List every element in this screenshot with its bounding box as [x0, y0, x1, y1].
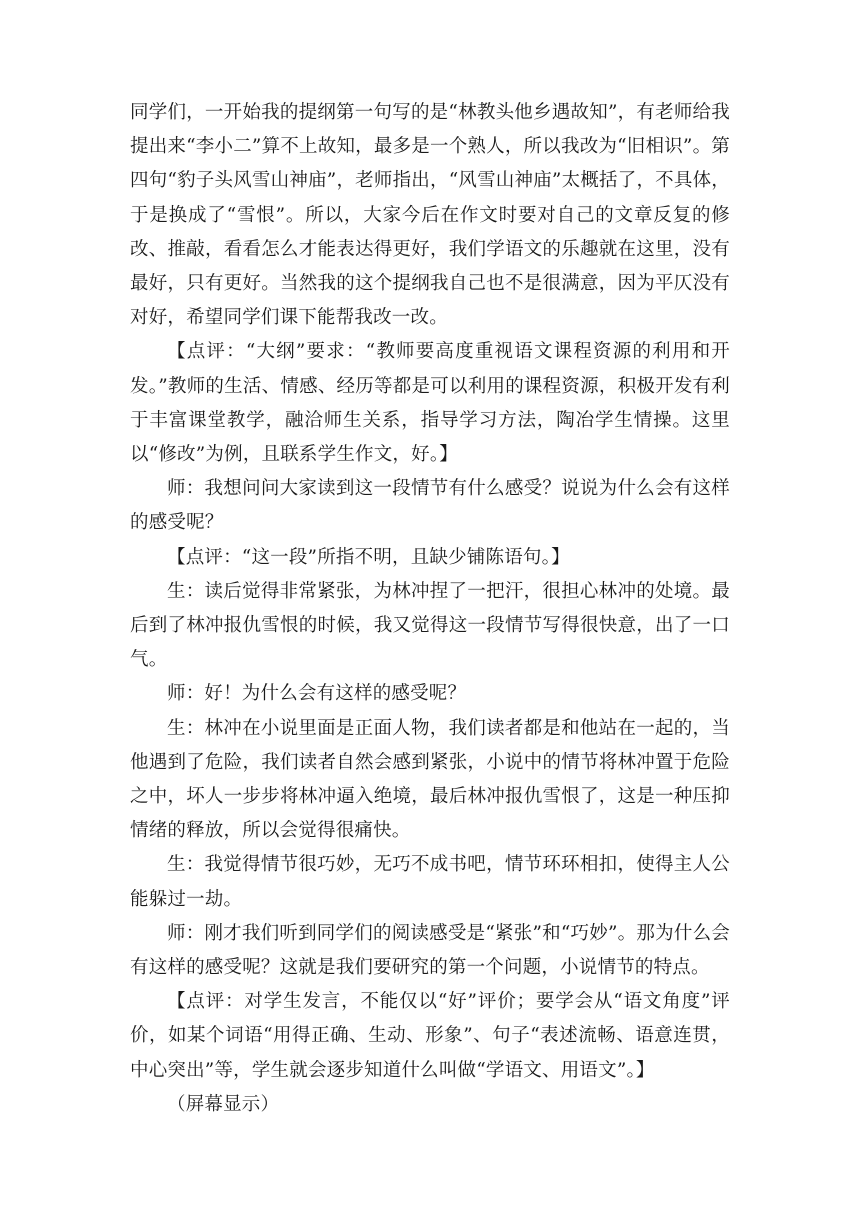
paragraph-teacher-question: 师：我想问问大家读到这一段情节有什么感受？说说为什么会有这样的感受呢？: [130, 478, 730, 534]
paragraph-teacher-outline: 同学们，一开始我的提纲第一句写的是“林教头他乡遇故知”，有老师给我提出来“李小二”算不上故知，最多是一个熟人，所以我改为“旧相识”。第四句“豹子头风雪山神庙”，老师指出，“风雪山神庙”太概括了，不具体，于是换成了“雪恨”。所以，大家今后在作文时要对自己的文章反复的修改、推敲，看看怎么才能表达得更好，我们学语文的乐趣就在这里，没有最好，只有更好。当然我的这个提纲我自己也不是很满意，因为平仄没有对好，希望同学们课下能帮我改一改。: [130, 102, 730, 329]
document-body: [130, 96, 730, 1122]
paragraph-teacher-followup: 师：好！为什么会有这样的感受呢？: [167, 683, 467, 705]
paragraph-teacher-summary: 师：刚才我们听到同学们的阅读感受是“紧张”和“巧妙”。那为什么会有这样的感受呢？这就是我们要研究的第一个问题，小说情节的特点。: [130, 922, 730, 979]
paragraph-screen-display: （屏幕显示）: [167, 1093, 280, 1115]
paragraph-comment-syllabus: 【点评：“大纲”要求：“教师要高度重视语文课程资源的利用和开发。”教师的生活、情感、经历等都是可以利用的课程资源，积极开发有利于丰富课堂教学，融洽师生关系，指导学习方法，陶冶学生情操。这里以“修改”为例，且联系学生作文，好。】: [130, 341, 730, 466]
paragraph-comment-unclear: 【点评：“这一段”所指不明，且缺少铺陈语句。】: [167, 546, 570, 568]
paragraph-student-answer-3: 生：我觉得情节很巧妙，无巧不成书吧，情节环环相扣，使得主人公能躲过一劫。: [130, 854, 730, 910]
paragraph-student-answer-1: 生：读后觉得非常紧张，为林冲捏了一把汗，很担心林冲的处境。最后到了林冲报仇雪恨的时候，我又觉得这一段情节写得很快意，出了一口气。: [130, 580, 730, 671]
paragraph-comment-evaluation: 【点评：对学生发言，不能仅以“好”评价；要学会从“语文角度”评价，如某个词语“用得正确、生动、形象”、句子“表述流畅、语意连贯，中心突出”等，学生就会逐步知道什么叫做“学语文、用语文”。】: [130, 991, 730, 1081]
paragraph-student-answer-2: 生：林冲在小说里面是正面人物，我们读者都是和他站在一起的，当他遇到了危险，我们读者自然会感到紧张，小说中的情节将林冲置于危险之中，坏人一步步将林冲逼入绝境，最后林冲报仇雪恨了，这是一种压抑情绪的释放，所以会觉得很痛快。: [130, 717, 730, 842]
